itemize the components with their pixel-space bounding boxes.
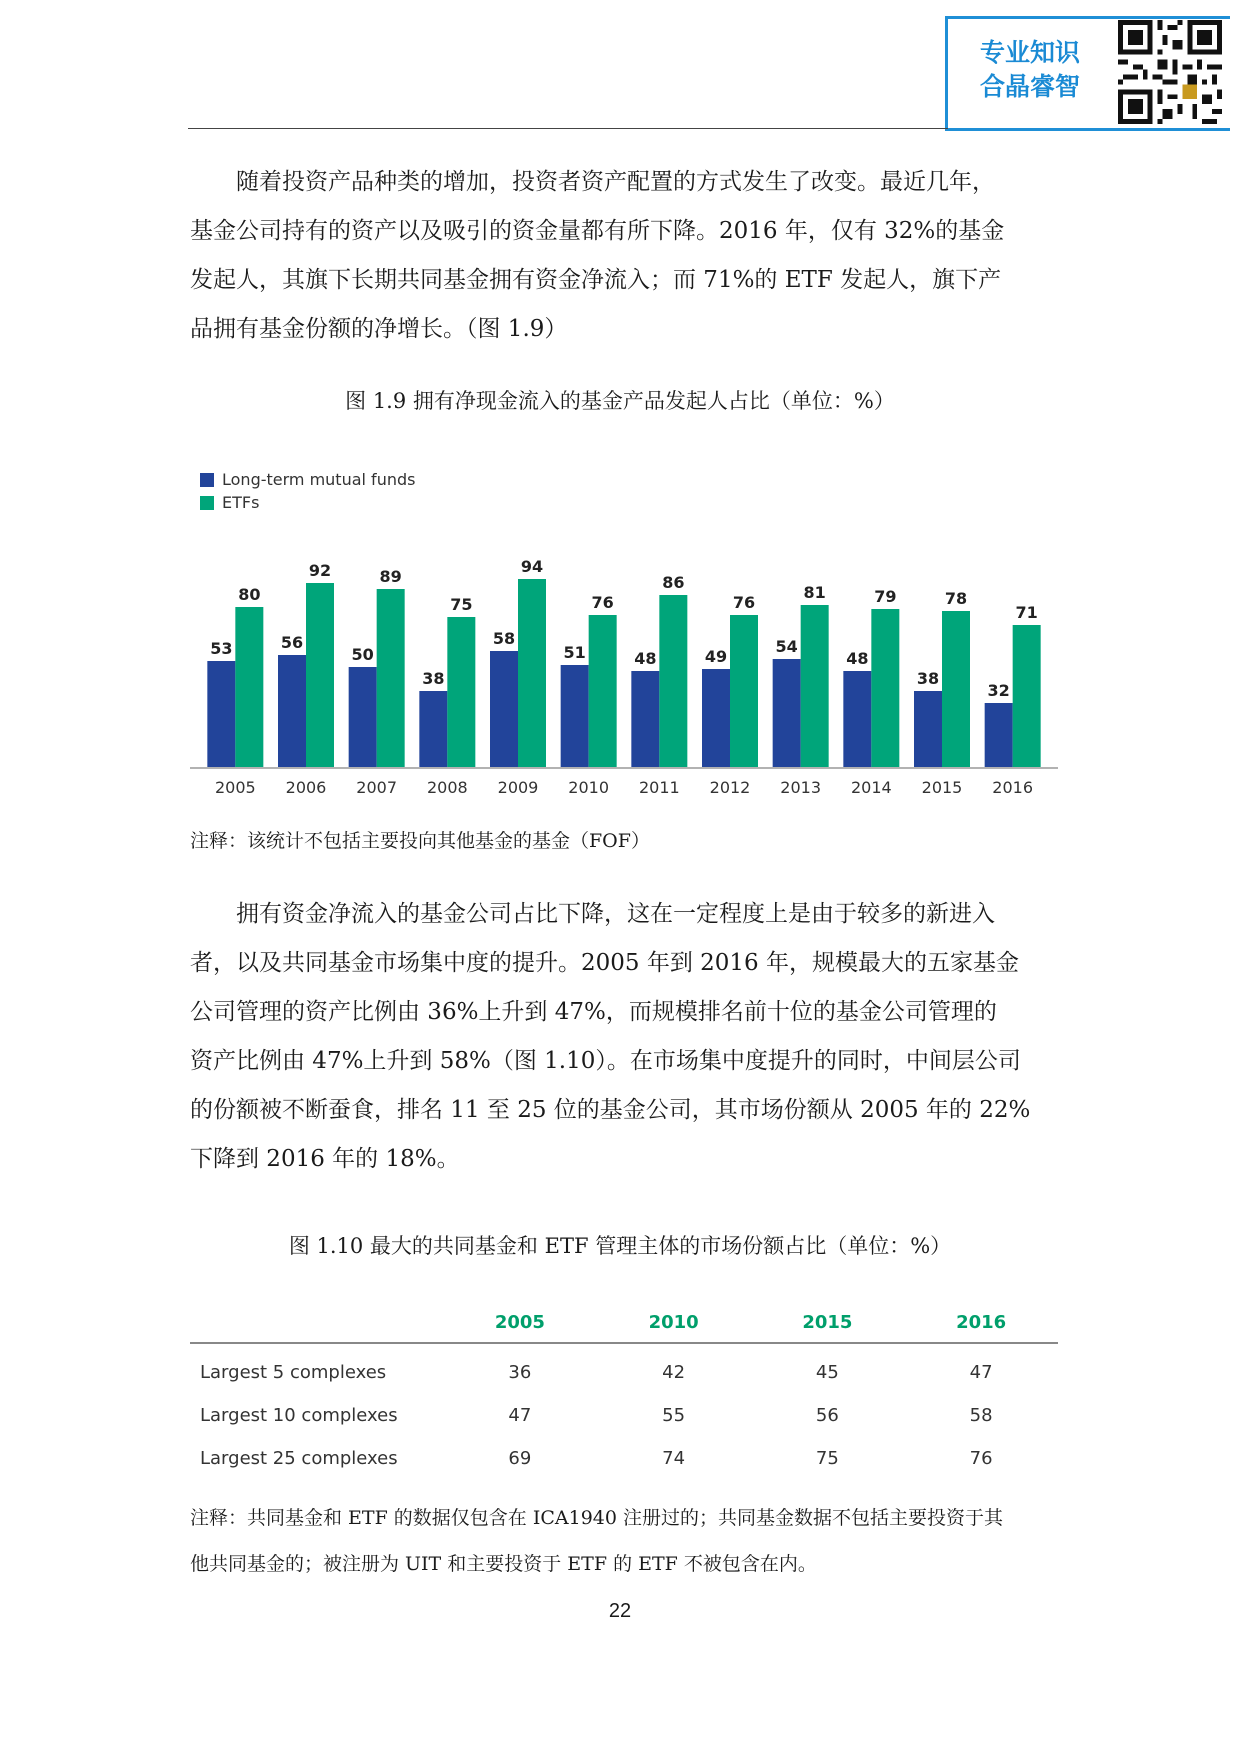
data-label: 53 [210,639,233,658]
paragraph-line: 品拥有基金份额的净增长。（图 1.9） [190,316,568,342]
table-header-cell: 2015 [802,1311,853,1333]
x-tick-label: 2010 [568,778,610,797]
page-number: 22 [608,1600,632,1622]
bar-mutual-funds [349,667,377,767]
table-row [190,1437,1058,1480]
table-cell: 47 [969,1362,993,1383]
table-cell: 56 [815,1405,839,1426]
body-paragraph-1 [190,158,1058,354]
paragraph-line: 基金公司持有的资产以及吸引的资金量都有所下降。2016 年，仅有 32%的基金 [190,218,1005,244]
data-label: 58 [492,629,516,648]
table-cell: 45 [815,1362,839,1383]
paragraph-line: 公司管理的资产比例由 36%上升到 47%，而规模排名前十位的基金公司管理的 [190,999,997,1025]
data-label: 54 [775,637,798,656]
header-vertical-rule [945,16,948,131]
brand-logo [970,36,1090,104]
table-cell: 55 [662,1405,686,1426]
bar-mutual-funds [914,691,942,767]
bar-mutual-funds [843,671,871,767]
bar-etfs [589,615,617,767]
data-label: 94 [520,557,544,576]
header-accent-rule [948,128,1230,131]
row-label: Largest 25 complexes [200,1448,398,1469]
paragraph-line: 的份额被不断蚕食，排名 11 至 25 位的基金公司，其市场份额从 2005 年的 22% [190,1097,1031,1123]
bar-etfs [1013,625,1041,767]
bar-etfs [306,583,334,767]
table-header-cell: 2016 [956,1311,1007,1333]
paragraph-line: 拥有资金净流入的基金公司占比下降，这在一定程度上是由于较多的新进入 [236,901,995,927]
data-label: 78 [944,589,968,608]
bar-etfs [730,615,758,767]
data-label: 38 [916,669,940,688]
x-tick-label: 2009 [497,778,539,797]
x-tick-label: 2008 [426,778,468,797]
x-tick-label: 2014 [850,778,892,797]
brand-line-1: 专业知识 [979,38,1080,67]
table-cell: 42 [662,1362,686,1383]
x-tick-label: 2011 [638,778,680,797]
bar-etfs [447,617,475,767]
bar-etfs [801,605,829,767]
paragraph-line: 者，以及共同基金市场集中度的提升。2005 年到 2016 年，规模最大的五家基金 [190,950,1019,976]
bar-etfs [518,579,546,767]
paragraph-line: 资产比例由 47%上升到 58%（图 1.10）。在市场集中度提升的同时，中间层公司 [190,1048,1021,1074]
market-share-table [190,1310,1058,1480]
note-line: 注释：共同基金和 ETF 的数据仅包含在 ICA1940 注册过的；共同基金数据不包括主要投资于其 [190,1507,1004,1529]
note-line: 他共同基金的；被注册为 UIT 和主要投资于 ETF 的 ETF 不被包含在内。 [190,1553,817,1575]
legend-swatch [200,473,214,487]
bar-mutual-funds [490,651,518,767]
legend-swatch [200,496,214,510]
bar-mutual-funds [985,703,1013,767]
bar-mutual-funds [561,665,589,767]
bar-etfs [235,607,263,767]
bar-etfs [659,595,687,767]
brand-line-2: 合晶睿智 [979,72,1080,101]
bar-mutual-funds [419,691,447,767]
data-label: 71 [1015,603,1038,622]
table-header-cell: 2010 [648,1311,699,1333]
data-label: 86 [662,573,685,592]
table-row [190,1343,1058,1394]
bar-mutual-funds [702,669,730,767]
table-cell: 74 [662,1448,686,1469]
data-label: 48 [846,649,869,668]
table-header-cell [190,1310,443,1343]
row-label: Largest 10 complexes [200,1405,398,1426]
x-tick-label: 2016 [992,778,1034,797]
bar-chart [190,465,1070,815]
data-label: 76 [732,593,756,612]
figure-1-caption: 图 1.9 拥有净现金流入的基金产品发起人占比（单位：%） [345,389,895,413]
bar-etfs [377,589,405,767]
legend-label: ETFs [222,493,260,512]
data-label: 32 [987,681,1010,700]
figure-1-note: 注释：该统计不包括主要投向其他基金的基金（FOF） [190,830,650,852]
x-tick-label: 2005 [214,778,256,797]
legend-label: Long-term mutual funds [222,470,416,489]
paragraph-line: 随着投资产品种类的增加，投资者资产配置的方式发生了改变。最近几年， [236,169,995,195]
bar-mutual-funds [631,671,659,767]
data-label: 38 [422,669,445,688]
data-label: 76 [591,593,614,612]
table-cell: 75 [815,1448,839,1469]
bar-mutual-funds [278,655,306,767]
x-tick-label: 2013 [780,778,822,797]
data-label: 51 [563,643,586,662]
header-top-rule [948,16,1230,19]
x-tick-label: 2012 [709,778,751,797]
data-label: 89 [379,567,402,586]
table-cell: 69 [508,1448,532,1469]
data-label: 92 [308,561,332,580]
table-cell: 36 [508,1362,532,1383]
x-tick-label: 2015 [921,778,963,797]
data-label: 75 [450,595,473,614]
figure-2-caption: 图 1.10 最大的共同基金和 ETF 管理主体的市场份额占比（单位：%） [288,1234,952,1258]
table-row [190,1394,1058,1437]
table-header-cell: 2005 [494,1311,545,1333]
bar-mutual-funds [207,661,235,767]
paragraph-line: 下降到 2016 年的 18%。 [190,1146,460,1172]
table-cell: 76 [969,1448,993,1469]
table-header-row [190,1310,1058,1343]
bar-etfs [942,611,970,767]
data-label: 79 [874,587,897,606]
data-label: 50 [351,645,374,664]
data-label: 80 [238,585,261,604]
data-label: 48 [634,649,657,668]
body-paragraph-2 [190,890,1058,1184]
header-rule [188,128,948,129]
x-tick-label: 2006 [285,778,327,797]
table-cell: 47 [508,1405,532,1426]
bar-etfs [871,609,899,767]
bar-mutual-funds [773,659,801,767]
data-label: 81 [803,583,826,602]
x-tick-label: 2007 [356,778,398,797]
figure-2-note [190,1495,1058,1587]
table-cell: 58 [969,1405,993,1426]
data-label: 49 [704,647,728,666]
paragraph-line: 发起人，其旗下长期共同基金拥有资金净流入；而 71%的 ETF 发起人，旗下产 [190,267,1002,293]
row-label: Largest 5 complexes [200,1362,387,1383]
data-label: 56 [280,633,304,652]
qr-code-icon [1118,20,1222,124]
